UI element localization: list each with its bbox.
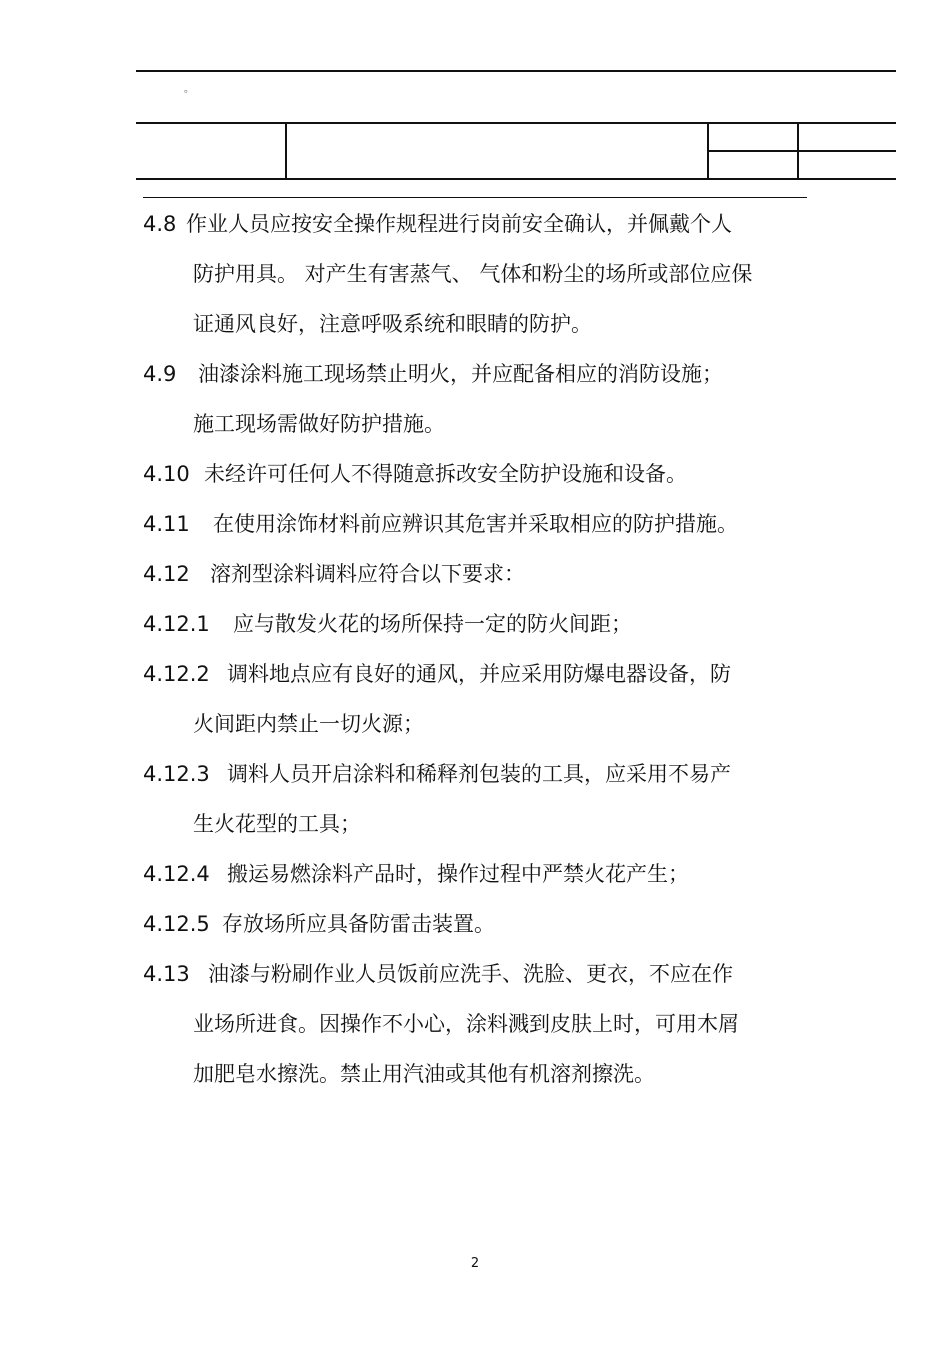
- item-4-12-1: [143, 599, 632, 649]
- item-4-8: [143, 199, 732, 249]
- item-number: 4.12.4: [143, 862, 210, 886]
- item-4-13-line-3: 加肥皂水擦洗。禁止用汽油或其他有机溶剂擦洗。: [193, 1062, 655, 1086]
- item-number: 4.9: [143, 362, 177, 386]
- item-4-11: [143, 499, 738, 549]
- item-text: 搬运易燃涂料产品时，操作过程中严禁火花产生；: [227, 862, 689, 886]
- item-4-8-line-3: 证通风良好，注意呼吸系统和眼睛的防护。: [193, 312, 592, 336]
- item-4-10: [143, 449, 687, 499]
- item-number: 4.10: [143, 462, 190, 486]
- item-text: 油漆与粉刷作业人员饭前应洗手、洗脸、更衣，不应在作: [208, 962, 733, 986]
- header-table-mid: [708, 150, 896, 152]
- item-text: 作业人员应按安全操作规程进行岗前安全确认，并佩戴个人: [186, 212, 732, 236]
- item-4-12-3: [143, 749, 731, 799]
- content-top-rule: [143, 197, 807, 198]
- item-number: 4.11: [143, 512, 190, 536]
- item-number: 4.12.5: [143, 912, 210, 936]
- item-number: 4.12.3: [143, 762, 210, 786]
- item-4-12-4: [143, 849, 689, 899]
- item-number: 4.12: [143, 562, 190, 586]
- item-4-13-line-2: 业场所进食。因操作不小心，涂料溅到皮肤上时，可用木屑: [193, 1012, 739, 1036]
- item-4-12-5: [143, 899, 495, 949]
- header-top-rule: [136, 70, 896, 72]
- item-number: 4.13: [143, 962, 190, 986]
- header-table-bottom: [136, 178, 896, 180]
- item-4-9-line-2: 施工现场需做好防护措施。: [193, 412, 445, 436]
- item-number: 4.12.1: [143, 612, 210, 636]
- item-number: 4.12.2: [143, 662, 210, 686]
- header-mark: 。: [184, 84, 194, 95]
- item-text: 溶剂型涂料调料应符合以下要求：: [210, 562, 525, 586]
- item-text: 在使用涂饰材料前应辨识其危害并采取相应的防护措施。: [213, 512, 738, 536]
- item-text: 存放场所应具备防雷击装置。: [222, 912, 495, 936]
- item-4-12-3-line-2: 生火花型的工具；: [193, 812, 361, 836]
- item-4-12-2: [143, 649, 731, 699]
- item-4-9: [143, 349, 723, 399]
- item-text: 调料地点应有良好的通风，并应采用防爆电器设备，防: [227, 662, 731, 686]
- header-table-divider-2: [707, 123, 709, 179]
- item-text: 调料人员开启涂料和稀释剂包装的工具，应采用不易产: [227, 762, 731, 786]
- item-4-12-2-line-2: 火间距内禁止一切火源；: [193, 712, 424, 736]
- item-4-12: [143, 549, 525, 599]
- header-table-divider-1: [285, 123, 287, 179]
- item-4-13: [143, 949, 733, 999]
- header-table-top: [136, 122, 896, 124]
- page-number: 2: [470, 1256, 480, 1271]
- item-number: 4.8: [143, 212, 177, 236]
- item-text: 应与散发火花的场所保持一定的防火间距；: [233, 612, 632, 636]
- item-text: 油漆涂料施工现场禁止明火，并应配备相应的消防设施；: [198, 362, 723, 386]
- header-table-divider-3: [797, 123, 799, 179]
- item-text: 未经许可任何人不得随意拆改安全防护设施和设备。: [204, 462, 687, 486]
- item-4-8-line-2: 防护用具。 对产生有害蒸气、 气体和粉尘的场所或部位应保: [193, 262, 753, 286]
